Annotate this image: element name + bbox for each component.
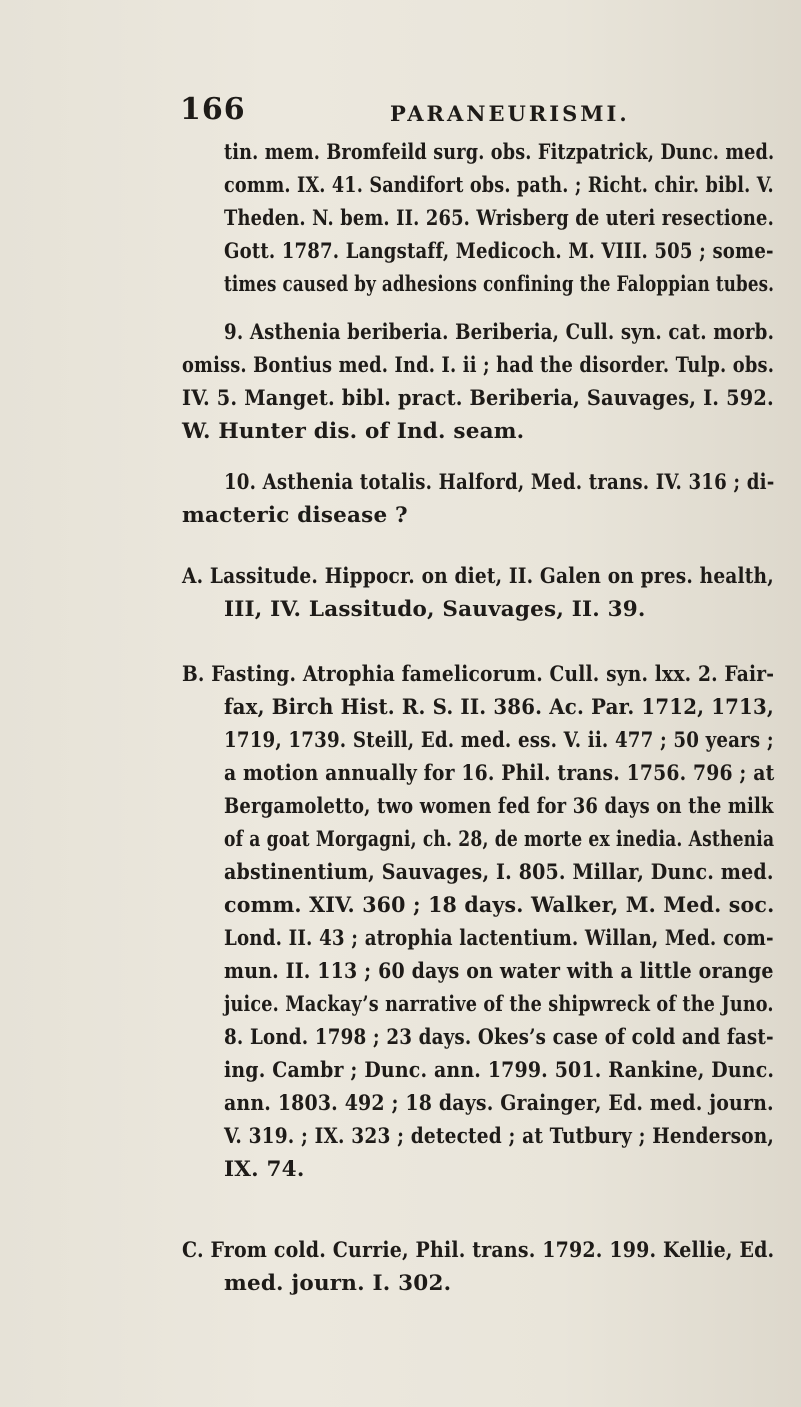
text-line: fax, Birch Hist. R. S. II. 386. Ac. Par. 1712, 1713, [224, 695, 774, 720]
text-line: omiss. Bontius med. Ind. I. ii ; had the disorder. Tulp. obs. [182, 353, 775, 378]
text-line: IV. 5. Manget. bibl. pract. Beriberia, Sauvages, I. 592. [182, 386, 774, 411]
text-line: ann. 1803. 492 ; 18 days. Grainger, Ed. med. journ. [224, 1091, 774, 1116]
text-line: III, IV. Lassitudo, Sauvages, II. 39. [224, 597, 646, 622]
text-line: Theden. N. bem. II. 265. Wrisberg de uteri resectione. [224, 206, 774, 231]
text-line: of a goat Morgagni, ch. 28, de morte ex inedia. Asthenia [224, 827, 775, 852]
entry-lassitude [182, 560, 774, 626]
text-line: times caused by adhesions confining the Faloppian tubes. [224, 272, 775, 297]
running-title: PARANEURISMI. [390, 101, 630, 126]
text-line: Gott. 1787. Langstaff, Medicoch. M. VIII. 505 ; some- [224, 239, 774, 264]
text-line: mun. II. 113 ; 60 days on water with a little orange [224, 959, 774, 984]
entry-asthenia-totalis [182, 466, 774, 532]
text-line: 10. Asthenia totalis. Halford, Med. trans. IV. 316 ; di- [224, 470, 775, 495]
text-line: 9. Asthenia beriberia. Beriberia, Cull. syn. cat. morb. [224, 320, 775, 345]
page-header [180, 92, 780, 132]
text-line: med. journ. I. 302. [224, 1271, 452, 1296]
page-number: 166 [180, 92, 246, 127]
text-line: C. From cold. Currie, Phil. trans. 1792. 199. Kellie, Ed. [182, 1238, 775, 1263]
text-line: 1719, 1739. Steill, Ed. med. ess. V. ii. 477 ; 50 years ; [224, 728, 774, 753]
text-line: juice. Mackay’s narrative of the shipwreck of the Juno. [224, 992, 774, 1017]
text-line: ing. Cambr ; Dunc. ann. 1799. 501. Rankine, Dunc. [224, 1058, 775, 1083]
text-line: IX. 74. [224, 1157, 305, 1182]
entry-faloppian-tubes [224, 136, 774, 301]
text-line: Lond. II. 43 ; atrophia lactentium. Willan, Med. com- [224, 926, 774, 951]
text-line: abstinentium, Sauvages, I. 805. Millar, Dunc. med. [224, 860, 774, 885]
text-line: W. Hunter dis. of Ind. seam. [182, 419, 525, 444]
entry-asthenia-beriberia [182, 316, 774, 448]
text-line: Bergamoletto, two women fed for 36 days on the milk [224, 794, 774, 819]
entry-from-cold [182, 1234, 774, 1300]
text-line: comm. XIV. 360 ; 18 days. Walker, M. Med. soc. [224, 893, 775, 918]
text-line: A. Lassitude. Hippocr. on diet, II. Galen on pres. health, [182, 564, 774, 589]
text-line: V. 319. ; IX. 323 ; detected ; at Tutbury ; Henderson, [224, 1124, 775, 1149]
text-line: B. Fasting. Atrophia famelicorum. Cull. syn. lxx. 2. Fair- [182, 662, 775, 687]
entry-fasting [182, 658, 774, 1186]
text-line: tin. mem. Bromfeild surg. obs. Fitzpatrick, Dunc. med. [224, 140, 775, 165]
text-line: 8. Lond. 1798 ; 23 days. Okes’s case of cold and fast- [224, 1025, 774, 1050]
text-line: macteric disease ? [182, 503, 408, 528]
text-line: a motion annually for 16. Phil. trans. 1756. 796 ; at [224, 761, 775, 786]
text-line: comm. IX. 41. Sandifort obs. path. ; Richt. chir. bibl. V. [224, 173, 774, 198]
